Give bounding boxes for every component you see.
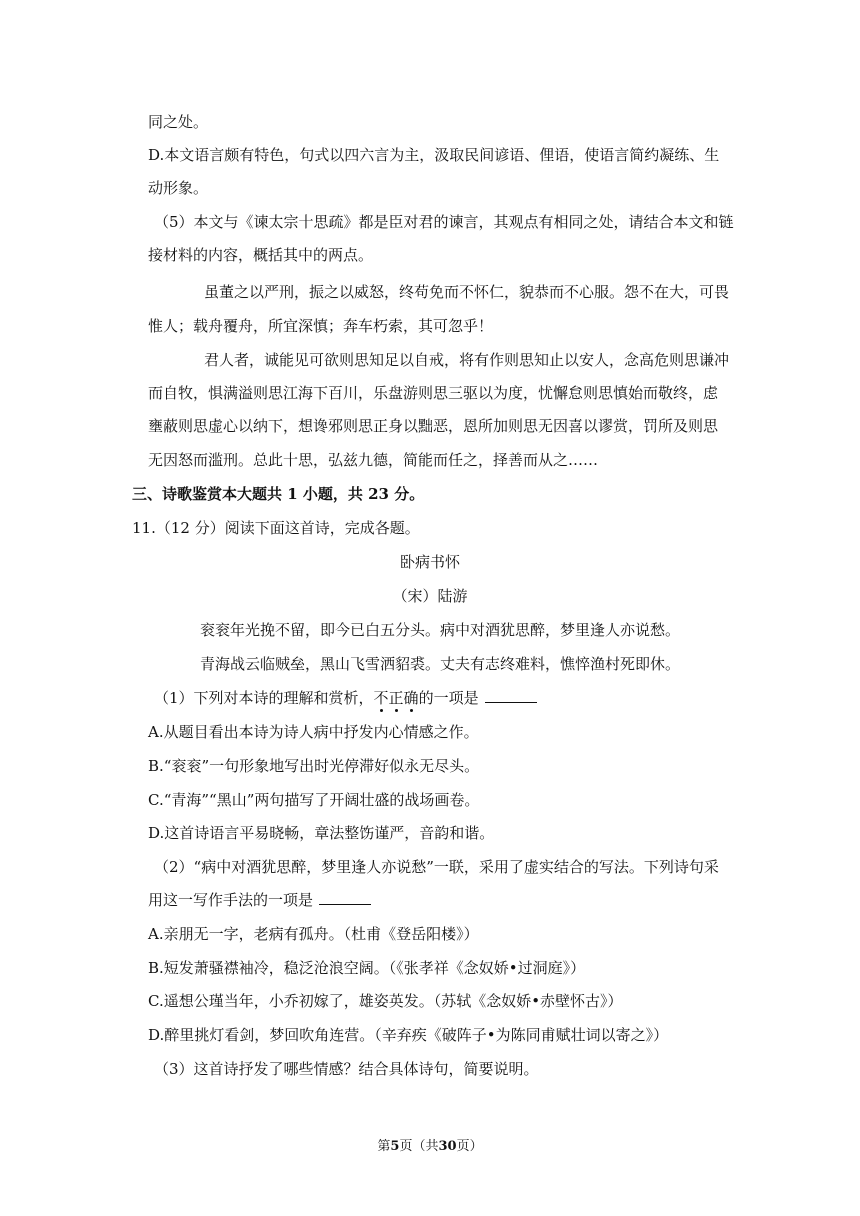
emphasis-dotted	[374, 689, 419, 707]
answer-blank[interactable]	[319, 890, 371, 905]
question-11-3: （3）这首诗抒发了哪些情感？结合具体诗句，简要说明。	[154, 1060, 539, 1078]
text-line: 惟人；载舟覆舟，所宜深慎；奔车朽索，其可忽乎！	[148, 317, 494, 335]
section-heading: 三、诗歌鉴赏本大题共 1 小题，共 23 分。	[132, 485, 425, 503]
text-line: 动形象。	[148, 179, 209, 197]
option-b: B.短发萧骚襟袖冷，稳泛沧浪空阔。（《张孝祥《念奴娇•过洞庭》）	[148, 959, 586, 977]
option-c: C.遥想公瑾当年，小乔初嫁了，雄姿英发。（苏轼《念奴娇•赤壁怀古》）	[148, 992, 623, 1010]
answer-blank[interactable]	[485, 688, 537, 703]
question-11-2-cont	[148, 890, 738, 910]
emphasis-dots	[374, 709, 419, 713]
text-line: 而自牧，惧满溢则思江海下百川，乐盘游则思三驱以为度，忧懈怠则思慎始而敬终，虑	[148, 384, 719, 402]
poem-line: 青海战云临贼垒，黑山飞雪洒貂裘。丈夫有志终难料，憔悴渔村死即休。	[200, 655, 681, 673]
text-line: 无因怒而滥刑。总此十思，弘兹九德，简能而任之，择善而从之……	[148, 451, 599, 469]
footer-text: 页（共	[399, 1139, 439, 1154]
text-line: 接材料的内容，概括其中的两点。	[148, 246, 374, 264]
option-d: D.这首诗语言平易晓畅，章法整饬谨严，音韵和谐。	[148, 824, 495, 842]
poem-line: 衮衮年光挽不留，即今已白五分头。病中对酒犹思醉，梦里逢人亦说愁。	[200, 621, 681, 639]
page-total: 30	[438, 1139, 457, 1154]
poem-author: （宋）陆游	[392, 587, 468, 605]
text-line: 壅蔽则思虚心以纳下，想谗邪则思正身以黜恶，恩所加则思无因喜以谬赏，罚所及则思	[148, 417, 719, 435]
link-material-p2: 君人者，诚能见可欲则思知足以自戒，将有作则思知止以安人，念高危则思谦冲	[204, 351, 730, 369]
question-text: （1）下列对本诗的理解和赏析，	[154, 689, 374, 707]
option-d-passage: D.本文语言颇有特色，句式以四六言为主，汲取民间谚语、俚语，使语言简约凝练、生	[148, 146, 720, 164]
poem-title: 卧病书怀	[399, 553, 460, 571]
page-footer	[0, 1138, 860, 1156]
option-d: D.醉里挑灯看剑，梦回吹角连营。（辛弃疾《破阵子•为陈同甫赋壮词以寄之》）	[148, 1026, 669, 1044]
question-11-2: （2）“病中对酒犹思醉，梦里逢人亦说愁”一联，采用了虚实结合的写法。下列诗句采	[154, 858, 719, 876]
question-11: 11.（12 分）阅读下面这首诗，完成各题。	[132, 519, 420, 537]
question-text: 的一项是	[418, 689, 479, 707]
page-number: 5	[390, 1139, 400, 1154]
text-line: 同之处。	[148, 113, 209, 131]
link-material-p1: 虽董之以严刑，振之以威怒，终苟免而不怀仁，貌恭而不心服。怨不在大，可畏	[204, 283, 730, 301]
question-5: （5）本文与《谏太宗十思疏》都是臣对君的谏言，其观点有相同之处，请结合本文和链	[154, 213, 734, 231]
footer-text: 第	[377, 1139, 391, 1154]
option-b: B.“衮衮”一句形象地写出时光停滞好似永无尽头。	[148, 757, 480, 775]
option-c: C.“青海”“黑山”两句描写了开阔壮盛的战场画卷。	[148, 791, 480, 809]
question-11-1	[154, 688, 744, 708]
question-text: 用这一写作手法的一项是	[148, 891, 314, 909]
emphasis-text: 不正确	[373, 689, 419, 707]
option-a: A.亲朋无一字，老病有孤舟。（杜甫《登岳阳楼》）	[148, 925, 479, 943]
option-a: A.从题目看出本诗为诗人病中抒发内心情感之作。	[148, 723, 479, 741]
footer-text: 页）	[456, 1139, 483, 1154]
